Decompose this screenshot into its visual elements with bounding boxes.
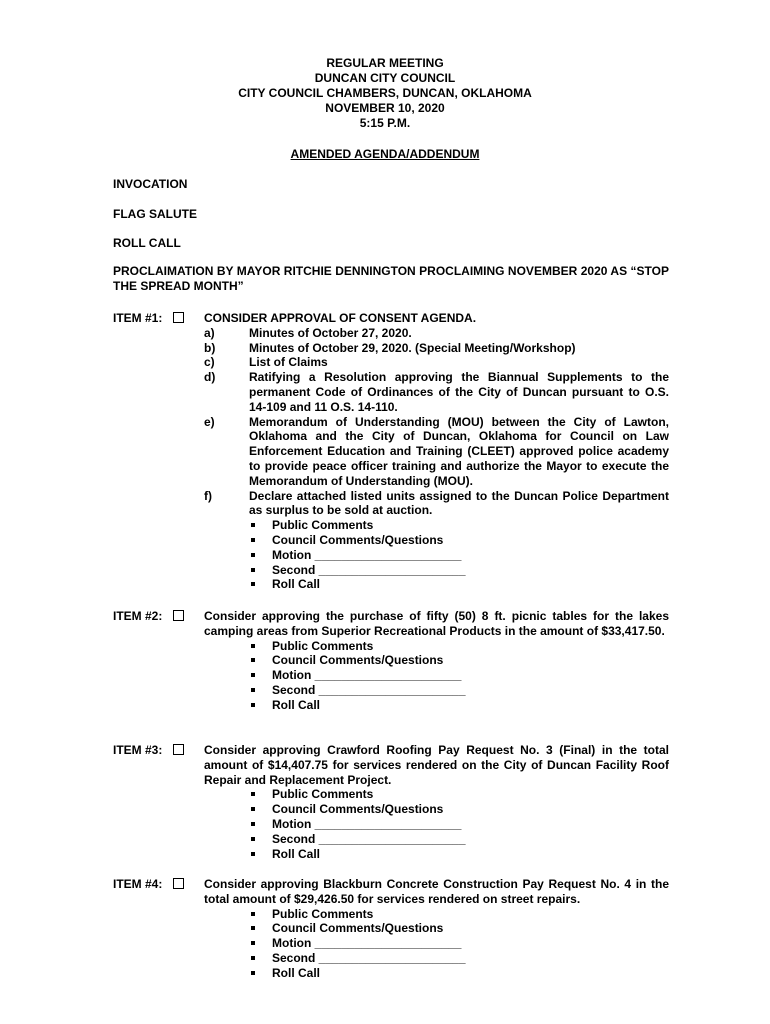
agenda-title: AMENDED AGENDA/ADDENDUM	[290, 147, 480, 161]
action-public-comments: Public Comments	[249, 518, 669, 533]
subitem-text: Memorandum of Understanding (MOU) between the City of Lawton, Oklahoma and the City of Duncan, Oklahoma for Council on Law Enforcement Education and Training (CLEET) approved police academy to provide peace officer training and authorize the Mayor to execute the Memorandum of Understanding (MOU).	[249, 414, 669, 488]
subitem	[204, 489, 669, 519]
item-label: ITEM #2:	[113, 609, 163, 623]
section-invocation: INVOCATION	[113, 177, 188, 191]
proclamation: PROCLAIMATION BY MAYOR RITCHIE DENNINGTON PROCLAIMING NOVEMBER 2020 AS “STOP THE SPREAD MONTH”	[113, 264, 669, 293]
bullet-icon	[251, 912, 255, 916]
meeting-location: CITY COUNCIL CHAMBERS, DUNCAN, OKLAHOMA	[238, 86, 532, 100]
item-checkbox[interactable]	[173, 744, 184, 755]
action-council-comments: Council Comments/Questions	[249, 533, 669, 548]
action-roll-call: Roll Call	[249, 847, 669, 862]
item-body	[204, 743, 669, 861]
item-title: Consider approving Crawford Roofing Pay Request No. 3 (Final) in the total amount of $14,407.75 for services rendered on the City of Duncan Facility Roof Repair and Replacement Project.	[204, 743, 669, 787]
action-roll-call: Roll Call	[249, 698, 669, 713]
meeting-date: NOVEMBER 10, 2020	[325, 101, 445, 115]
bullet-icon	[251, 807, 255, 811]
subitem-letter: a)	[204, 325, 215, 340]
bullet-icon	[251, 553, 255, 557]
subitem-letter: d)	[204, 370, 216, 385]
action-second: Second ______________________	[249, 951, 669, 966]
bullet-icon	[251, 941, 255, 945]
item-title: Consider approving Blackburn Concrete Construction Pay Request No. 4 in the total amount of $29,426.50 for services rendered on street repairs.	[204, 877, 669, 906]
bullet-icon	[251, 852, 255, 856]
bullet-icon	[251, 837, 255, 841]
action-public-comments: Public Comments	[249, 639, 669, 654]
subitem-letter: f)	[204, 488, 212, 503]
subitem	[204, 370, 669, 414]
council-name: DUNCAN CITY COUNCIL	[314, 71, 456, 85]
bullet-icon	[251, 822, 255, 826]
bullet-icon	[251, 792, 255, 796]
bullet-icon	[251, 688, 255, 692]
subitem	[204, 326, 669, 341]
bullet-icon	[251, 956, 255, 960]
action-motion: Motion ______________________	[249, 668, 669, 683]
action-list	[249, 787, 669, 861]
item-body	[204, 311, 669, 592]
bullet-icon	[251, 644, 255, 648]
bullet-icon	[251, 673, 255, 677]
item-checkbox[interactable]	[173, 878, 184, 889]
subitem-letter: b)	[204, 340, 216, 355]
action-second: Second ______________________	[249, 683, 669, 698]
action-list	[249, 907, 669, 981]
item-body	[204, 877, 669, 981]
bullet-icon	[251, 582, 255, 586]
subitem-text: List of Claims	[249, 355, 328, 370]
bullet-icon	[251, 523, 255, 527]
subitem-text: Ratifying a Resolution approving the Biannual Supplements to the permanent Code of Ordinances of the City of Duncan pursuant to O.S. 14-109 and 11 O.S. 14-110.	[249, 370, 669, 414]
item-label: ITEM #1:	[113, 311, 163, 325]
subitem-text: Minutes of October 29, 2020. (Special Meeting/Workshop)	[249, 340, 576, 355]
item-title: CONSIDER APPROVAL OF CONSENT AGENDA.	[204, 311, 477, 325]
action-council-comments: Council Comments/Questions	[249, 802, 669, 817]
item-checkbox[interactable]	[173, 610, 184, 621]
subitem-text: Minutes of October 27, 2020.	[249, 325, 412, 340]
action-roll-call: Roll Call	[249, 577, 669, 592]
subitem	[204, 415, 669, 489]
meeting-time: 5:15 P.M.	[359, 116, 411, 130]
bullet-icon	[251, 703, 255, 707]
action-public-comments: Public Comments	[249, 907, 669, 922]
action-motion: Motion ______________________	[249, 548, 669, 563]
subitem	[204, 355, 669, 370]
bullet-icon	[251, 971, 255, 975]
action-council-comments: Council Comments/Questions	[249, 653, 669, 668]
section-roll-call: ROLL CALL	[113, 236, 181, 250]
action-motion: Motion ______________________	[249, 936, 669, 951]
action-second: Second ______________________	[249, 563, 669, 578]
subitem	[204, 341, 669, 356]
meeting-header	[0, 56, 770, 131]
item-checkbox[interactable]	[173, 312, 184, 323]
action-second: Second ______________________	[249, 832, 669, 847]
action-roll-call: Roll Call	[249, 966, 669, 981]
action-council-comments: Council Comments/Questions	[249, 921, 669, 936]
item-label: ITEM #3:	[113, 743, 163, 757]
action-list	[249, 639, 669, 713]
subitem-text: Declare attached listed units assigned to the Duncan Police Department as surplus to be sold at auction.	[249, 488, 669, 518]
bullet-icon	[251, 658, 255, 662]
bullet-icon	[251, 926, 255, 930]
subitem-letter: e)	[204, 414, 215, 429]
item-label: ITEM #4:	[113, 877, 163, 891]
action-motion: Motion ______________________	[249, 817, 669, 832]
item-title: Consider approving the purchase of fifty (50) 8 ft. picnic tables for the lakes camping areas from Superior Recreational Products in the amount of $33,417.50.	[204, 609, 669, 638]
bullet-icon	[251, 568, 255, 572]
bullet-icon	[251, 538, 255, 542]
subitem-letter: c)	[204, 355, 215, 370]
section-flag-salute: FLAG SALUTE	[113, 207, 197, 221]
item-body	[204, 609, 669, 713]
meeting-type: REGULAR MEETING	[326, 56, 444, 70]
action-public-comments: Public Comments	[249, 787, 669, 802]
action-list	[249, 518, 669, 592]
